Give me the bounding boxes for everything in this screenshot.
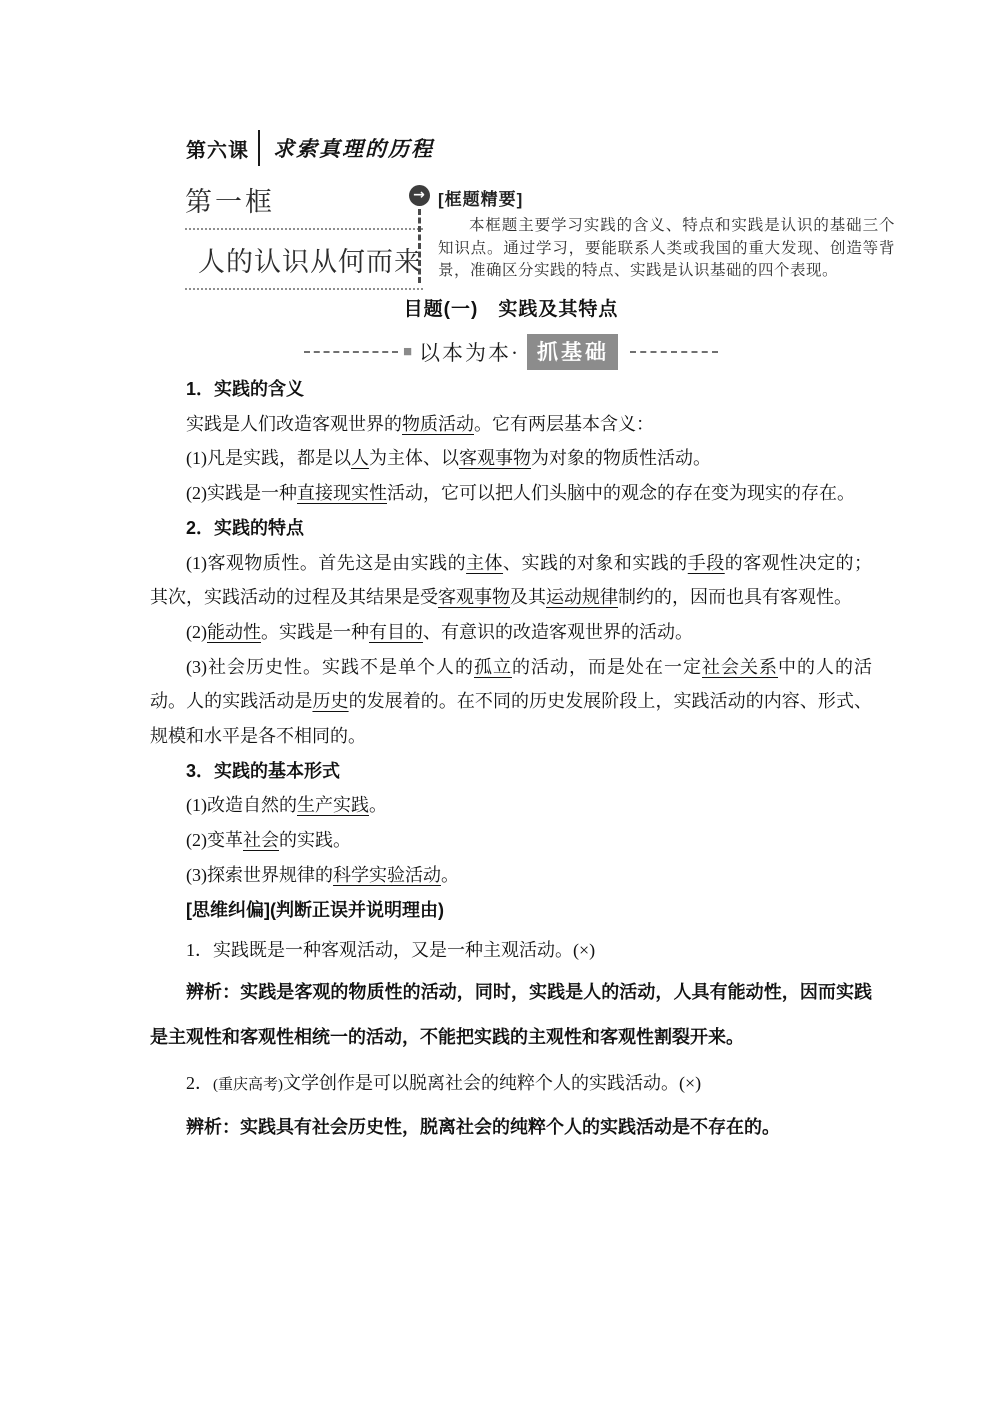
text-segment: 制约的，因而也具有客观性。: [618, 587, 852, 608]
text-segment: 1．实践的含义: [186, 379, 305, 399]
underlined-term: 历史: [312, 691, 349, 712]
text-segment: 的活动，而是处在一定: [512, 656, 702, 677]
paragraph: [150, 930, 872, 970]
underlined-term: 有目的: [369, 621, 423, 642]
text-segment: (2)实践是一种: [186, 483, 297, 504]
text-segment: 活动，它可以把人们头脑中的观念的存在变为现实的存在。: [387, 483, 855, 504]
text-segment: 的客观性决定的；其次，实践活动的过程及其结果是受: [150, 552, 873, 608]
underlined-term: 科学实验活动: [333, 864, 441, 885]
text-segment: 的发展着的。在不同的历史发展阶段上，实践活动的内容、形式、规模和水平是各不相同的。: [150, 691, 873, 747]
paragraph: [150, 1063, 872, 1105]
divider-label: 以本为本·: [419, 341, 521, 365]
text-segment: 、实践的对象和实践的: [503, 552, 688, 573]
text-segment: 3．实践的基本形式: [186, 760, 341, 781]
topic-title: 目题(一) 实践及其特点: [403, 299, 619, 320]
text-segment: (重庆高考): [213, 1077, 283, 1094]
text-segment: (2)变革: [186, 830, 243, 851]
text-segment: 实践是人们改造客观世界的: [186, 413, 402, 434]
underlined-term: 运动规律: [546, 587, 618, 608]
text-segment: 辨析：实践具有社会历史性，脱离社会的纯粹个人的实践活动是不存在的。: [186, 1117, 780, 1138]
text-segment: 及其: [510, 587, 546, 608]
dotted-rule: [185, 228, 423, 230]
underlined-term: 物质活动: [402, 413, 474, 434]
paragraph: [150, 546, 872, 615]
text-segment: 、有意识的改造客观世界的活动。: [423, 621, 693, 642]
underlined-term: 社会: [243, 830, 279, 851]
text-segment: 的实践。: [279, 830, 351, 851]
text-segment: 2．: [186, 1073, 213, 1094]
dashed-rule-left: [304, 351, 398, 353]
text-segment: 1．实践既是一种客观活动，又是一种主观活动。(×): [186, 940, 596, 961]
course-label: 第六课: [186, 139, 249, 162]
paragraph: [150, 1105, 872, 1150]
dashed-rule-right: [630, 351, 718, 353]
text-segment: 中的人的活动。人的实践活动是: [150, 656, 872, 712]
underlined-term: 孤立: [474, 656, 512, 677]
text-segment: (3)社会历史性。实践不是单个人的: [186, 656, 474, 677]
underlined-term: 社会关系: [702, 656, 778, 677]
underlined-term: 主体: [466, 552, 504, 573]
text-segment: (1)客观物质性。首先这是由实践的: [186, 552, 467, 573]
underlined-term: 直接现实性: [297, 483, 387, 504]
paragraph: [150, 650, 872, 754]
frame-title: 人的认识从何而来: [198, 247, 422, 277]
underlined-term: 客观事物: [459, 448, 531, 469]
body-paragraphs: [150, 372, 872, 1150]
underlined-term: 客观事物: [438, 587, 510, 608]
frame-summary: [407, 185, 895, 283]
paragraph: [150, 788, 872, 823]
text-segment: 。实践是一种: [261, 621, 369, 642]
section-divider: [150, 335, 872, 369]
square-bullet-icon: ■: [402, 343, 413, 360]
text-segment: 。它有两层基本含义：: [474, 413, 654, 434]
course-header: [186, 130, 434, 166]
paragraph: [150, 372, 872, 407]
paragraph: [150, 615, 872, 650]
arrow-right-circle-icon: →: [409, 185, 430, 206]
underlined-term: 生产实践: [297, 795, 369, 816]
text-segment: 文学创作是可以脱离社会的纯粹个人的实践活动。(×): [283, 1073, 702, 1094]
frame-title-block: [185, 180, 423, 290]
summary-text: 本框题主要学习实践的含义、特点和实践是认识的基础三个知识点。通过学习，要能联系人类或我国的重大发现、创造等背景，准确区分实践的特点、实践是认识基础的四个表现。: [438, 217, 895, 279]
summary-gutter: [407, 185, 431, 283]
underlined-term: 人: [351, 448, 369, 469]
text-segment: (2): [186, 621, 207, 642]
text-segment: 。: [369, 795, 387, 816]
underlined-term: 能动性: [207, 621, 261, 642]
paragraph: [150, 970, 872, 1060]
underlined-term: 手段: [687, 552, 725, 573]
dashed-vertical-rule: [418, 209, 421, 283]
paragraph: [150, 407, 872, 442]
text-segment: 。: [441, 864, 459, 885]
paragraph: [150, 441, 872, 476]
summary-label: [框题精要]: [438, 190, 524, 209]
header-vertical-rule: [258, 130, 260, 166]
paragraph: [150, 754, 872, 789]
dotted-rule: [185, 288, 423, 290]
text-segment: 辨析：实践是客观的物质性的活动，同时，实践是人的活动，人具有能动性，因而实践是主观性和客观性相统一的活动，不能把实践的主观性和客观性割裂开来。: [150, 982, 872, 1048]
divider-badge: 抓基础: [527, 334, 618, 370]
paragraph: [150, 858, 872, 893]
frame-label: 第一框: [185, 187, 275, 217]
text-segment: 为主体、以: [369, 448, 459, 469]
text-segment: (1)凡是实践，都是以: [186, 448, 351, 469]
text-segment: 为对象的物质性活动。: [531, 448, 711, 469]
text-segment: (1)改造自然的: [186, 795, 297, 816]
text-segment: [思维纠偏](判断正误并说明理由): [186, 899, 444, 920]
summary-content: [438, 185, 895, 283]
text-segment: (3)探索世界规律的: [186, 864, 333, 885]
paragraph: [150, 476, 872, 511]
text-segment: 2．实践的特点: [186, 517, 305, 538]
paragraph: [150, 893, 872, 928]
paragraph: [150, 823, 872, 858]
paragraph: [150, 511, 872, 546]
course-title: 求索真理的历程: [273, 137, 434, 161]
